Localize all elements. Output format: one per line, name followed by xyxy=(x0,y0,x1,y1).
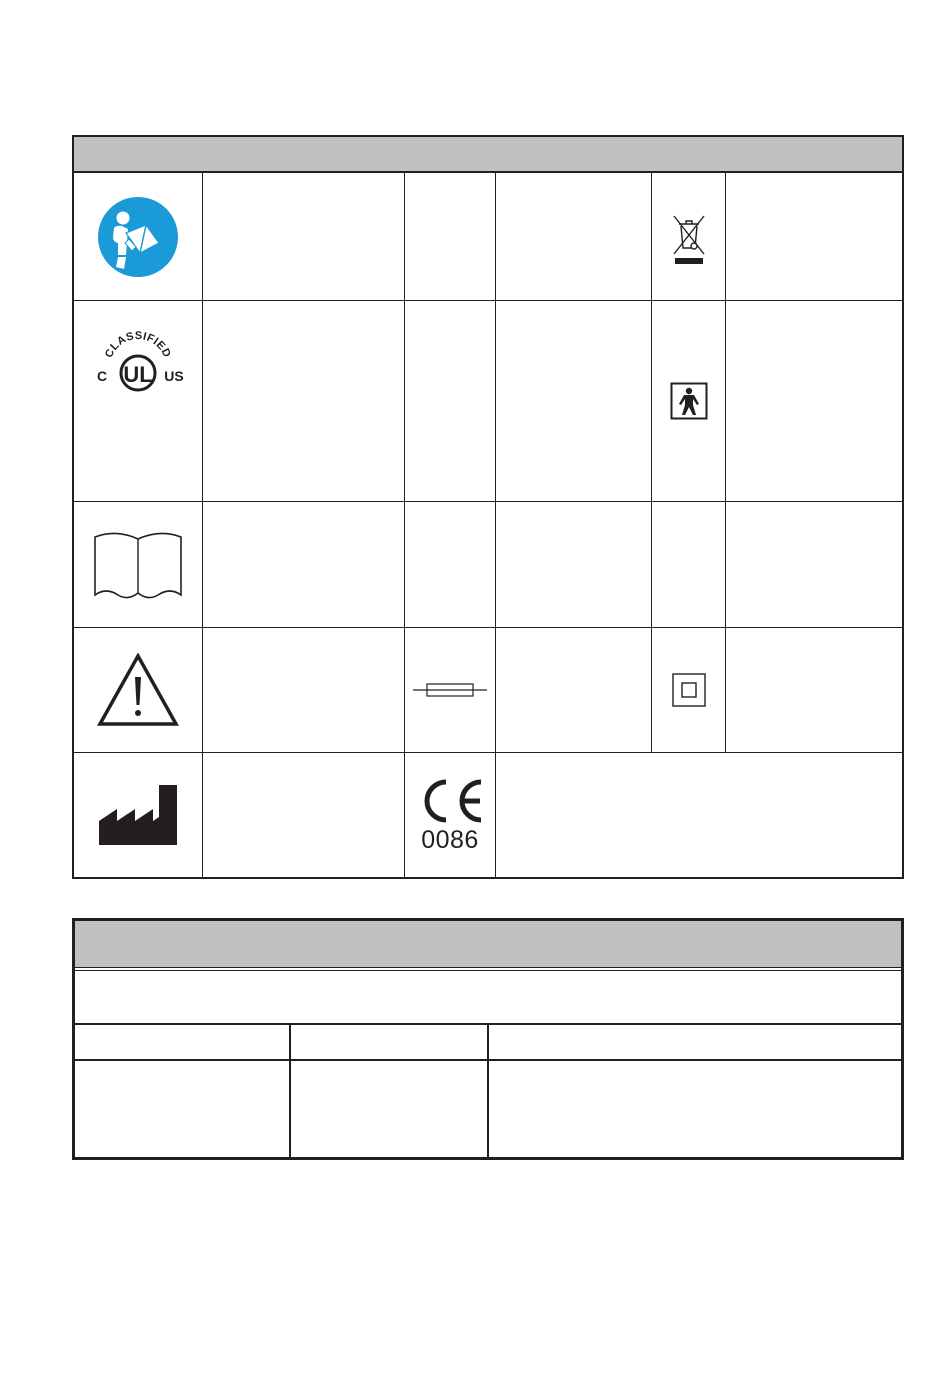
ul-center-text: UL xyxy=(123,362,153,387)
open-book-instructions-icon xyxy=(92,529,184,601)
manufacturer-factory-icon xyxy=(97,783,179,847)
weee-crossed-bin-icon xyxy=(671,210,707,264)
symbol-cell xyxy=(652,301,725,501)
col-divider xyxy=(725,173,726,752)
col-divider xyxy=(495,173,496,877)
symbol-cell xyxy=(405,753,495,877)
symbol-cell xyxy=(652,173,725,300)
col-divider xyxy=(487,1023,489,1157)
ce-notified-body-number: 0086 xyxy=(421,825,479,854)
symbol-cell xyxy=(405,628,495,752)
class-ii-double-square-icon xyxy=(672,673,706,707)
col-divider xyxy=(289,1023,291,1157)
symbol-cell xyxy=(74,301,202,501)
specs-table xyxy=(72,918,904,1160)
ul-classified-mark-icon xyxy=(88,331,188,399)
symbol-cell xyxy=(652,628,725,752)
ce-mark-icon xyxy=(414,776,486,826)
symbol-cell xyxy=(74,628,202,752)
warning-triangle-icon xyxy=(97,653,179,727)
symbol-cell xyxy=(74,502,202,627)
symbols-table-header xyxy=(74,137,902,173)
specs-table-header xyxy=(75,921,901,968)
read-manual-mandatory-icon xyxy=(96,195,180,279)
fuse-icon xyxy=(413,680,487,700)
type-bf-applied-part-icon xyxy=(670,382,708,420)
symbol-cell xyxy=(74,173,202,300)
ul-right-text: US xyxy=(164,368,184,384)
col-divider xyxy=(202,173,203,877)
ul-top-text: CLASSIFIED xyxy=(102,331,174,360)
symbol-cell xyxy=(74,753,202,877)
symbols-table xyxy=(72,135,904,879)
header-underline xyxy=(75,970,901,971)
ul-left-text: C xyxy=(96,368,108,384)
